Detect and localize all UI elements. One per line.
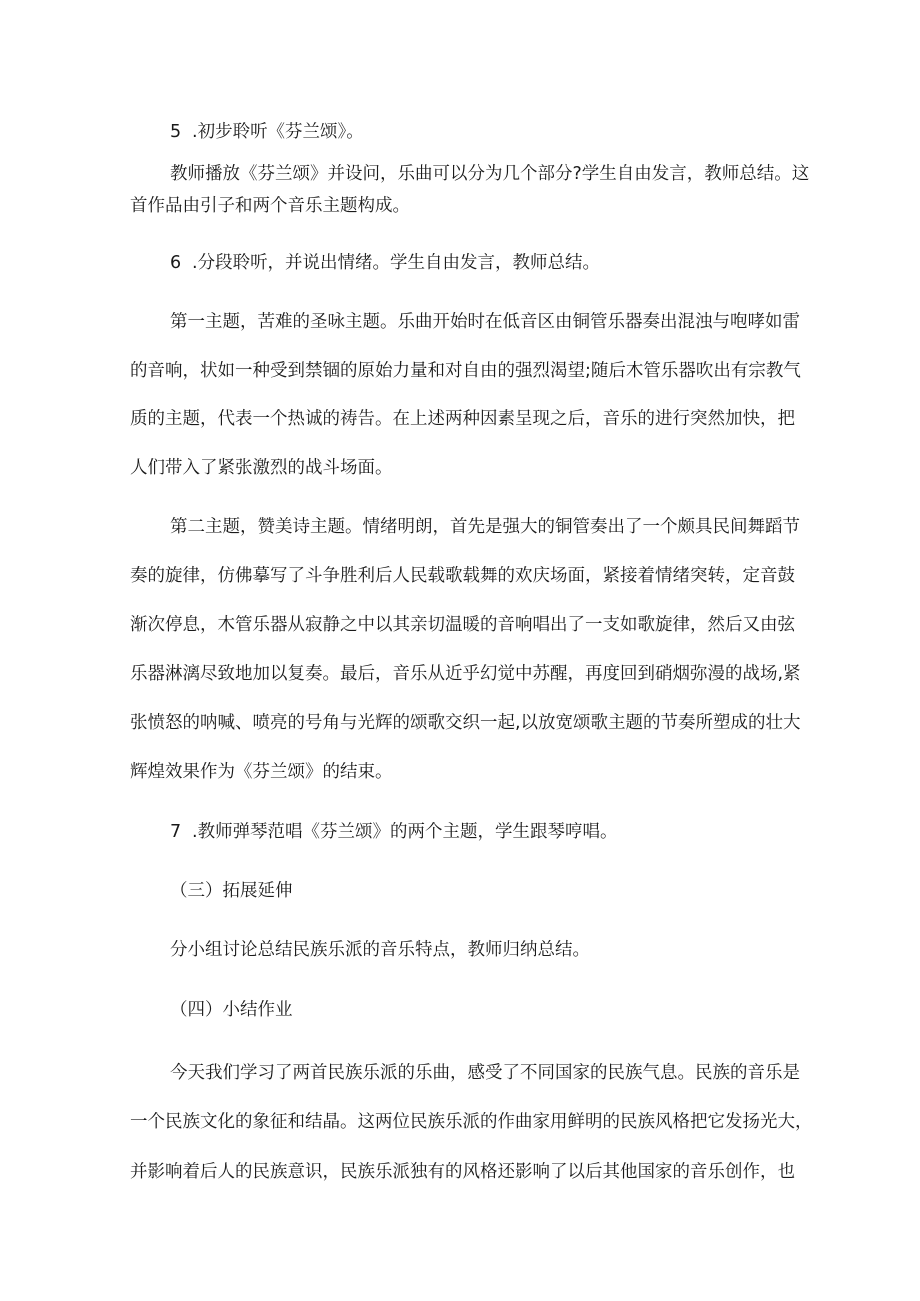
item-7-number: 7 [170,822,182,842]
item-5-title: .初步聆听《芬兰颂》。 [192,122,364,142]
section-3-text: 分小组讨论总结民族乐派的音乐特点，教师归纳总结。 [170,940,590,960]
item-5-heading [170,120,830,144]
theme-2-line-2: 奏的旋律，仿佛摹写了斗争胜利后人民载歌载舞的欢庆场面，紧接着情绪突转，定音鼓 [130,566,795,586]
section-4-line-1: 今天我们学习了两首民族乐派的乐曲，感受了不同国家的民族气息。民族的音乐是 [170,1063,800,1083]
section-3-heading: （三）拓展延伸 [170,881,293,901]
theme-2-line-5: 张愤怒的呐喊、喷亮的号角与光辉的颂歌交织一起,以放宽颂歌主题的节奏所塑成的壮大 [130,713,801,733]
theme-2-line-1: 第二主题，赞美诗主题。情绪明朗，首先是强大的铜管奏出了一个颇具民间舞蹈节 [170,517,800,537]
theme-1-line-4: 人们带入了紧张激烈的战斗场面。 [130,458,393,478]
item-5-line-1: 教师播放《芬兰颂》并设问，乐曲可以分为几个部分?学生自由发言，教师总结。这 [170,164,810,184]
item-6-number: 6 [170,253,182,273]
theme-1-line-3: 质的主题，代表一个热诚的祷告。在上述两种因素呈现之后，音乐的进行突然加快，把 [130,409,795,429]
item-5-number: 5 [170,122,182,142]
theme-2-line-4: 乐器淋漓尽致地加以复奏。最后，音乐从近乎幻觉中苏醒，再度回到硝烟弥漫的战场,紧 [130,664,801,684]
item-6-title: .分段聆听，并说出情绪。学生自由发言，教师总结。 [192,253,601,273]
section-4-line-3: 并影响着后人的民族意识，民族乐派独有的风格还影响了以后其他国家的音乐创作，也 [130,1162,795,1182]
item-5-line-2: 首作品由引子和两个音乐主题构成。 [130,196,410,216]
item-7-title: .教师弹琴范唱《芬兰颂》的两个主题，学生跟琴哼唱。 [192,822,618,842]
theme-1-line-2: 的音响，状如一种受到禁锢的原始力量和对自由的强烈渴望;随后木管乐器吹出有宗教气 [130,361,801,381]
theme-2-line-3: 渐次停息，木管乐器从寂静之中以其亲切温暖的音响唱出了一支如歌旋律，然后又由弦 [130,615,795,635]
section-4-heading: （四）小结作业 [170,1000,293,1020]
theme-1-line-1: 第一主题，苦难的圣咏主题。乐曲开始时在低音区由铜管乐器奏出混浊与咆哮如雷 [170,312,800,332]
item-7-heading [170,820,830,844]
item-6-heading [170,251,830,275]
section-4-line-2: 一个民族文化的象征和结晶。这两位民族乐派的作曲家用鲜明的民族风格把它发扬光大， [130,1112,813,1132]
theme-2-line-6: 辉煌效果作为《芬兰颂》的结束。 [130,762,393,782]
